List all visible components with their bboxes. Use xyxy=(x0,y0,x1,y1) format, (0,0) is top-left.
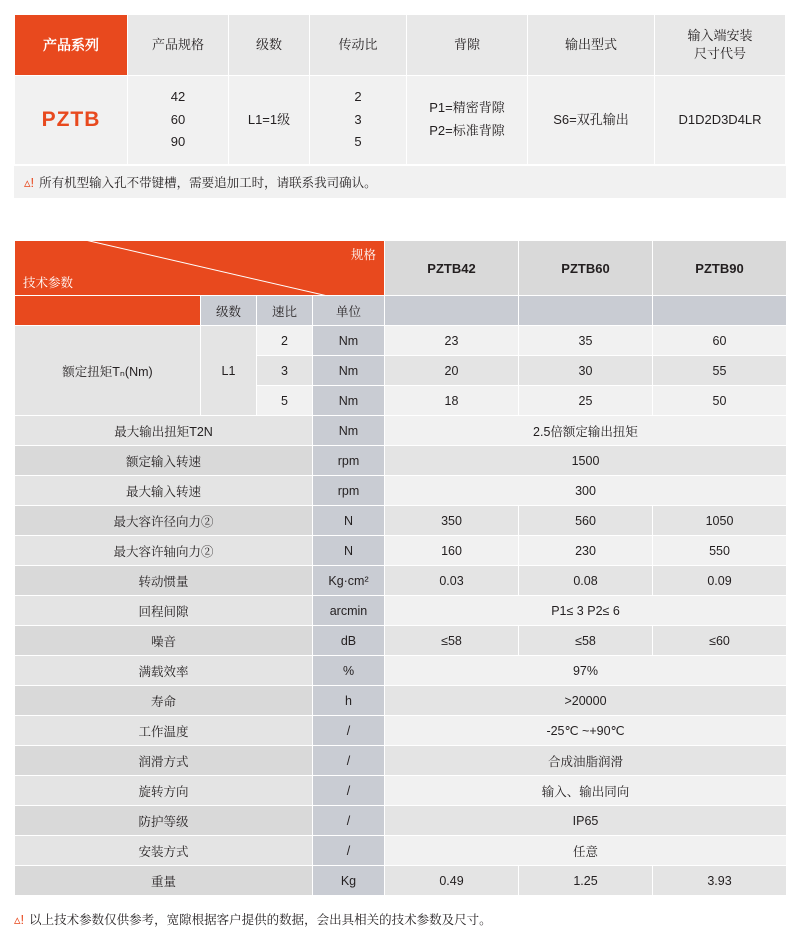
ratio-option: 5 xyxy=(354,134,362,150)
tech-params-table xyxy=(14,240,787,896)
row-value-pztb90: 50 xyxy=(653,386,787,416)
table-row xyxy=(15,626,787,656)
backlash-option: P1=精密背隙 xyxy=(429,100,505,116)
row-unit: / xyxy=(313,746,385,776)
table-row xyxy=(15,566,787,596)
row-label: 寿命 xyxy=(15,686,313,716)
col-header-backlash: 背隙 xyxy=(407,15,528,76)
table-row xyxy=(15,746,787,776)
product-series-note-text: 所有机型输入孔不带键槽，需要追加工时，请联系我司确认。 xyxy=(39,176,377,190)
subheader-unit: 单位 xyxy=(313,296,385,326)
row-unit: N xyxy=(313,536,385,566)
col-header-size: 产品规格 xyxy=(128,15,229,76)
row-unit: / xyxy=(313,716,385,746)
row-value-pztb42: ≤58 xyxy=(385,626,519,656)
tech-params-note xyxy=(14,910,786,928)
product-series-note xyxy=(14,166,786,198)
row-value-pztb42: 0.49 xyxy=(385,866,519,896)
row-value-all-models: IP65 xyxy=(385,806,787,836)
row-value-all-models: 2.5倍额定输出扭矩 xyxy=(385,416,787,446)
size-option: 60 xyxy=(170,111,186,127)
table-row xyxy=(15,716,787,746)
backlash-option: P2=标准背隙 xyxy=(429,123,505,138)
row-value-pztb42: 350 xyxy=(385,506,519,536)
table-row xyxy=(15,806,787,836)
row-value-pztb42: 0.03 xyxy=(385,566,519,596)
col-header-model-pztb90: PZTB90 xyxy=(653,241,787,296)
row-value-pztb42: 20 xyxy=(385,356,519,386)
row-unit: % xyxy=(313,656,385,686)
row-label: 安装方式 xyxy=(15,836,313,866)
row-value-all-models: P1≤ 3 P2≤ 6 xyxy=(385,596,787,626)
tech-params-note-text: 以上技术参数仅供参考，宽隙根据客户提供的数据，会出具相关的技术参数及尺寸。 xyxy=(29,913,492,927)
cell-stages: L1=1级 xyxy=(229,76,310,165)
row-label: 最大容许轴向力② xyxy=(15,536,313,566)
row-value-pztb60: 0.08 xyxy=(519,566,653,596)
cell-series-name: PZTB xyxy=(15,76,128,165)
col-header-model-pztb42: PZTB42 xyxy=(385,241,519,296)
row-unit: Kg xyxy=(313,866,385,896)
size-option: 42 xyxy=(170,88,186,104)
table-subheader-row xyxy=(15,296,787,326)
row-value-pztb42: 160 xyxy=(385,536,519,566)
col-header-input-code-line1: 输入端安装 xyxy=(687,28,753,44)
subheader-filler-2 xyxy=(519,296,653,326)
col-header-ratio: 传动比 xyxy=(310,15,407,76)
table-row xyxy=(15,536,787,566)
row-value-unit: Nm xyxy=(313,356,385,386)
row-unit: rpm xyxy=(313,446,385,476)
row-label: 最大输出扭矩T2N xyxy=(15,416,313,446)
cell-backlash xyxy=(407,76,528,165)
table-row xyxy=(15,836,787,866)
row-value-pztb90: 550 xyxy=(653,536,787,566)
col-header-series: 产品系列 xyxy=(15,15,128,76)
row-value-ratio: 5 xyxy=(257,386,313,416)
subheader-ratio: 速比 xyxy=(257,296,313,326)
row-label: 重量 xyxy=(15,866,313,896)
product-series-table-head xyxy=(15,15,786,76)
corner-label-tech-params: 技术参数 xyxy=(23,276,74,290)
col-header-output-type: 输出型式 xyxy=(528,15,655,76)
row-value-pztb60: 30 xyxy=(519,356,653,386)
table-row xyxy=(15,76,786,165)
row-value-ratio: 2 xyxy=(257,326,313,356)
col-header-input-code xyxy=(655,15,786,76)
table-row xyxy=(15,506,787,536)
cell-input-code: D1D2D3D4LR xyxy=(655,76,786,165)
row-value-stage: L1 xyxy=(201,326,257,416)
row-value-pztb90: 0.09 xyxy=(653,566,787,596)
row-label: 最大输入转速 xyxy=(15,476,313,506)
row-value-all-models: 1500 xyxy=(385,446,787,476)
row-value-all-models: >20000 xyxy=(385,686,787,716)
row-unit: / xyxy=(313,776,385,806)
table-header-row xyxy=(15,15,786,76)
corner-header-cell xyxy=(15,241,385,296)
col-header-model-pztb60: PZTB60 xyxy=(519,241,653,296)
warning-triangle-icon: ▵! xyxy=(14,911,25,927)
row-value-pztb90: 55 xyxy=(653,356,787,386)
row-value-pztb60: 25 xyxy=(519,386,653,416)
row-unit: / xyxy=(313,836,385,866)
row-unit: arcmin xyxy=(313,596,385,626)
row-value-pztb60: 230 xyxy=(519,536,653,566)
tech-params-table-body xyxy=(15,241,787,896)
row-unit: rpm xyxy=(313,476,385,506)
corner-header-diagonal xyxy=(15,241,384,295)
subheader-blank xyxy=(15,296,201,326)
col-header-input-code-line2: 尺寸代号 xyxy=(693,46,746,61)
row-value-unit: Nm xyxy=(313,386,385,416)
row-unit: Kg·cm² xyxy=(313,566,385,596)
row-value-pztb90: 1050 xyxy=(653,506,787,536)
row-label: 满载效率 xyxy=(15,656,313,686)
cell-output-type: S6=双孔输出 xyxy=(528,76,655,165)
cell-ratios xyxy=(310,76,407,165)
subheader-stage: 级数 xyxy=(201,296,257,326)
table-row xyxy=(15,446,787,476)
row-value-pztb90: 3.93 xyxy=(653,866,787,896)
row-label: 额定输入转速 xyxy=(15,446,313,476)
tech-params-section xyxy=(14,240,786,928)
size-option: 90 xyxy=(170,134,186,150)
table-row xyxy=(15,866,787,896)
row-value-all-models: 300 xyxy=(385,476,787,506)
row-unit: dB xyxy=(313,626,385,656)
row-value-pztb42: 18 xyxy=(385,386,519,416)
row-label: 旋转方向 xyxy=(15,776,313,806)
row-label: 润滑方式 xyxy=(15,746,313,776)
row-value-pztb60: 1.25 xyxy=(519,866,653,896)
table-row xyxy=(15,656,787,686)
row-value-all-models: -25℃ ~+90℃ xyxy=(385,716,787,746)
corner-label-spec: 规格 xyxy=(350,248,376,262)
product-series-table-body xyxy=(15,76,786,165)
table-row xyxy=(15,776,787,806)
row-label: 最大容许径向力② xyxy=(15,506,313,536)
ratio-option: 2 xyxy=(354,88,362,104)
row-value-all-models: 任意 xyxy=(385,836,787,866)
cell-sizes xyxy=(128,76,229,165)
row-value-pztb60: ≤58 xyxy=(519,626,653,656)
warning-triangle-icon: ▵! xyxy=(24,174,35,190)
table-row xyxy=(15,416,787,446)
row-unit: h xyxy=(313,686,385,716)
product-series-table xyxy=(14,14,786,165)
row-value-pztb42: 23 xyxy=(385,326,519,356)
subheader-filler-3 xyxy=(653,296,787,326)
row-value-unit: Nm xyxy=(313,326,385,356)
row-unit: Nm xyxy=(313,416,385,446)
table-row xyxy=(15,596,787,626)
row-label: 工作温度 xyxy=(15,716,313,746)
row-label: 转动惯量 xyxy=(15,566,313,596)
row-value-pztb60: 35 xyxy=(519,326,653,356)
row-label: 噪音 xyxy=(15,626,313,656)
row-value-pztb90: ≤60 xyxy=(653,626,787,656)
row-value-all-models: 合成油脂润滑 xyxy=(385,746,787,776)
row-label-rated-torque: 额定扭矩Tₙ(Nm) xyxy=(15,326,201,416)
table-row xyxy=(15,326,787,356)
col-header-stage: 级数 xyxy=(229,15,310,76)
row-value-pztb90: 60 xyxy=(653,326,787,356)
row-value-pztb60: 560 xyxy=(519,506,653,536)
row-value-ratio: 3 xyxy=(257,356,313,386)
row-value-all-models: 97% xyxy=(385,656,787,686)
table-row xyxy=(15,476,787,506)
row-label: 防护等级 xyxy=(15,806,313,836)
row-unit: N xyxy=(313,506,385,536)
ratio-option: 3 xyxy=(354,111,362,127)
subheader-filler-1 xyxy=(385,296,519,326)
row-label: 回程间隙 xyxy=(15,596,313,626)
table-row xyxy=(15,686,787,716)
row-value-all-models: 输入、输出同向 xyxy=(385,776,787,806)
row-unit: / xyxy=(313,806,385,836)
